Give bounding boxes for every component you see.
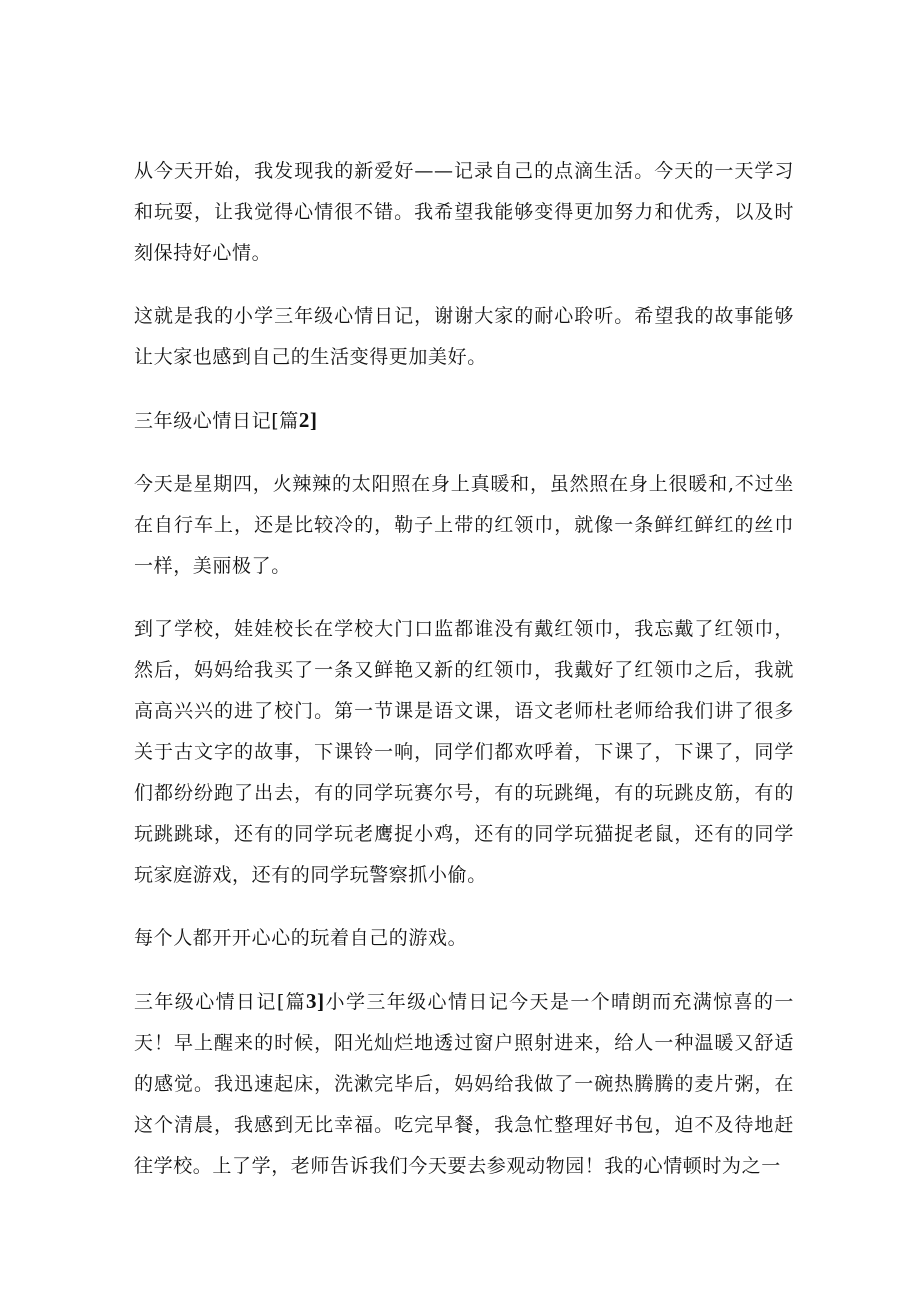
paragraph-thursday-weather: 今天是星期四，火辣辣的太阳照在身上真暖和，虽然照在身上很暖和,不过坐在自行车上，还是比较冷的，勒子上带的红领巾，就像一条鲜红鲜红的丝巾一样，美丽极了。: [134, 473, 794, 577]
heading-entry-3-with-text: [134, 981, 794, 1187]
paragraph-closing-thanks: 这就是我的小学三年级心情日记，谢谢大家的耐心聆听。希望我的故事能够让大家也感到自己的生活变得更加美好。: [134, 305, 794, 368]
heading-entry-3-suffix: ]: [317, 989, 325, 1013]
heading-entry-2: [134, 400, 794, 442]
heading-entry-3-number: 3: [306, 989, 318, 1013]
paragraph-sunny-day: 小学三年级心情日记今天是一个晴朗而充满惊喜的一天！早上醒来的时候，阳光灿烂地透过窗户照射进来，给人一种温暖又舒适的感觉。我迅速起床，洗漱完毕后，妈妈给我做了一碗热腾腾的麦片粥，在这个清晨，我感到无比幸福。吃完早餐，我急忙整理好书包，迫不及待地赶往学校。上了学，老师告诉我们今天要去参观动物园！我的心情顿时为之一: [134, 991, 794, 1177]
heading-entry-2-number: 2: [298, 408, 310, 432]
paragraph-school-day: 到了学校，娃娃校长在学校大门口监都谁没有戴红领巾，我忘戴了红领巾，然后，妈妈给我买了一条又鲜艳又新的红领巾，我戴好了红领巾之后，我就高高兴兴的进了校门。第一节课是语文课，语文老师杜老师给我们讲了很多关于古文字的故事，下课铃一响，同学们都欢呼着，下课了，下课了，同学们都纷纷跑了出去，有的同学玩赛尔号，有的玩跳绳，有的玩跳皮筋，有的玩跳跳球，还有的同学玩老鹰捉小鸡，还有的同学玩猫捉老鼠，还有的同学玩家庭游戏，还有的同学玩警察抓小偷。: [134, 618, 794, 886]
document-body: [134, 151, 794, 1187]
heading-entry-2-suffix: ]: [309, 408, 318, 432]
paragraph-new-hobby: 从今天开始，我发现我的新爱好——记录自己的点滴生活。今天的一天学习和玩耍，让我觉得心情很不错。我希望我能够变得更加努力和优秀，以及时刻保持好心情。: [134, 160, 794, 264]
paragraph-everyone-playing: 每个人都开开心心的玩着自己的游戏。: [134, 927, 468, 949]
heading-entry-3-prefix: 三年级心情日记[篇: [134, 991, 307, 1013]
heading-entry-2-prefix: 三年级心情日记[篇: [134, 410, 299, 432]
